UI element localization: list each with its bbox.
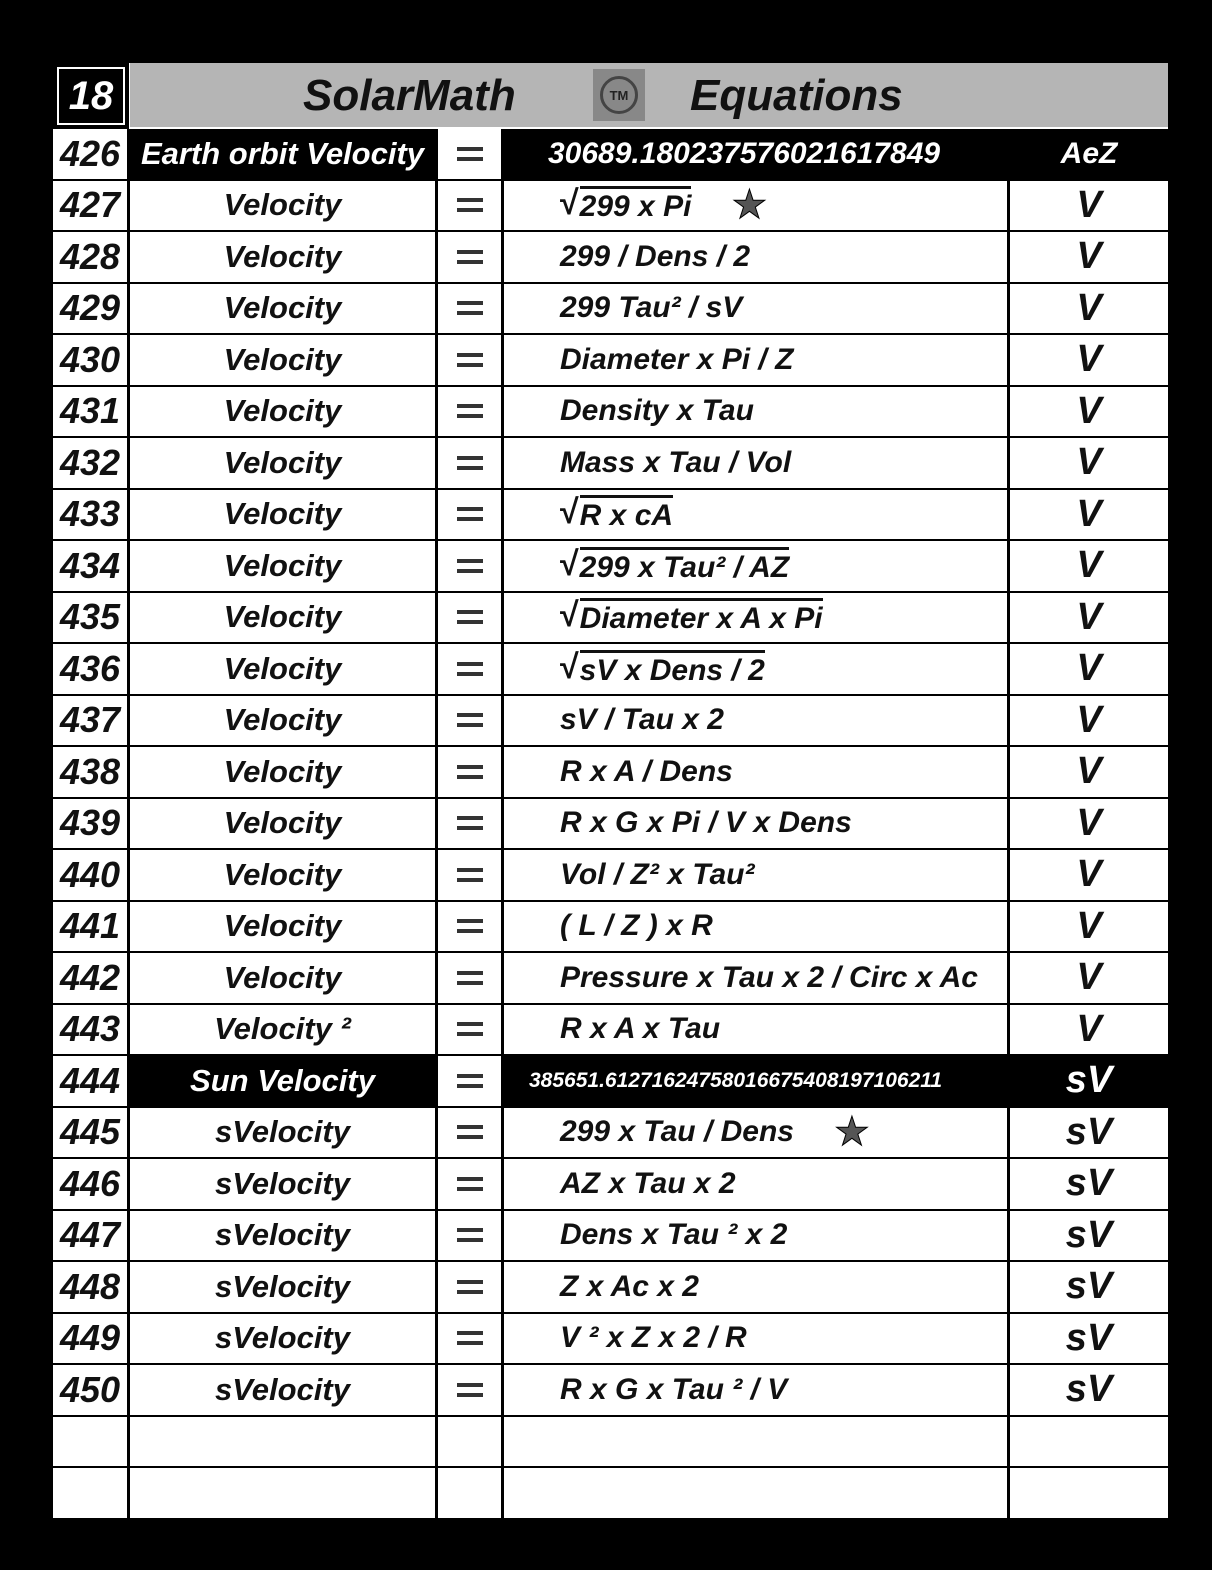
equation-number: 439 bbox=[53, 799, 130, 849]
equals-sign-icon bbox=[457, 1022, 483, 1036]
equals-cell bbox=[438, 799, 504, 849]
equals-cell bbox=[438, 1314, 504, 1364]
equation-name-text: Velocity bbox=[223, 908, 342, 944]
expression-text: 299 Tau² / sV bbox=[560, 291, 743, 325]
equation-unit: sV bbox=[1065, 1265, 1113, 1308]
equals-sign-icon bbox=[457, 198, 483, 212]
trademark-logo-text: TM bbox=[600, 76, 638, 114]
equation-name-text: Velocity bbox=[223, 753, 342, 789]
equation-name bbox=[130, 232, 438, 282]
equals-cell bbox=[438, 1056, 504, 1106]
equation-name-text: Velocity bbox=[223, 805, 342, 841]
equation-expression bbox=[504, 1108, 1010, 1158]
expression-text: Pressure x Tau x 2 / Circ x Ac bbox=[560, 960, 978, 994]
equation-unit: V bbox=[1076, 647, 1102, 690]
equation-name-text: Velocity bbox=[223, 547, 342, 583]
equation-unit: V bbox=[1076, 853, 1102, 896]
equation-name-text: Velocity bbox=[223, 187, 342, 223]
equation-unit: V bbox=[1076, 904, 1102, 947]
table-row bbox=[53, 1417, 1168, 1469]
equation-name-text: Velocity bbox=[223, 444, 342, 480]
square-root-expression bbox=[560, 544, 790, 585]
square-root-expression bbox=[560, 598, 823, 636]
equation-unit: V bbox=[1076, 595, 1102, 638]
equals-sign-icon bbox=[457, 610, 483, 624]
equation-number: 426 bbox=[53, 129, 130, 179]
equals-cell bbox=[438, 129, 504, 179]
table-row bbox=[53, 1262, 1168, 1314]
equation-unit: V bbox=[1076, 750, 1102, 793]
equation-unit: V bbox=[1076, 441, 1102, 484]
equation-number: 446 bbox=[53, 1159, 130, 1209]
equals-cell bbox=[438, 1005, 504, 1055]
equation-number: 443 bbox=[53, 1005, 130, 1055]
expression-text: R x A x Tau bbox=[560, 1012, 721, 1046]
equals-cell bbox=[438, 490, 504, 540]
equals-sign-icon bbox=[457, 1177, 483, 1191]
equation-unit: V bbox=[1076, 183, 1102, 226]
equation-unit: sV bbox=[1065, 1316, 1113, 1359]
expression-text: Density x Tau bbox=[560, 394, 754, 428]
equation-expression bbox=[504, 593, 1010, 643]
radicand: R x cA bbox=[580, 495, 673, 533]
radicand: 299 x Pi bbox=[580, 186, 692, 224]
equation-name bbox=[130, 335, 438, 385]
equation-name bbox=[130, 387, 438, 437]
table-row bbox=[53, 953, 1168, 1005]
equation-number: 433 bbox=[53, 490, 130, 540]
star-icon: ★ bbox=[731, 183, 768, 228]
equation-expression bbox=[504, 1262, 1010, 1312]
equals-cell bbox=[438, 850, 504, 900]
equation-number: 440 bbox=[53, 850, 130, 900]
equation-number bbox=[53, 1417, 130, 1467]
equals-sign-icon bbox=[457, 1383, 483, 1397]
equation-expression bbox=[504, 387, 1010, 437]
equation-name bbox=[130, 1108, 438, 1158]
equation-name bbox=[130, 1417, 438, 1467]
expression-text: Dens x Tau ² x 2 bbox=[560, 1218, 788, 1252]
equation-expression bbox=[504, 181, 1010, 231]
equation-unit: sV bbox=[1065, 1110, 1113, 1153]
equation-number: 431 bbox=[53, 387, 130, 437]
equation-name-text: Velocity bbox=[223, 650, 342, 686]
equals-sign-icon bbox=[457, 1228, 483, 1242]
equation-name-text: sVelocity bbox=[215, 1320, 350, 1356]
equation-number: 427 bbox=[53, 181, 130, 231]
equation-expression bbox=[504, 1005, 1010, 1055]
equation-name-text: Earth orbit Velocity bbox=[140, 135, 425, 171]
equation-unit bbox=[1010, 1468, 1168, 1518]
equals-sign-icon bbox=[457, 662, 483, 676]
equation-expression bbox=[504, 438, 1010, 488]
equation-number: 428 bbox=[53, 232, 130, 282]
equals-sign-icon bbox=[457, 559, 483, 573]
expression-text: 299 x Tau / Dens bbox=[560, 1115, 794, 1149]
equals-sign-icon bbox=[457, 1125, 483, 1139]
table-row bbox=[53, 335, 1168, 387]
equation-name-text: sVelocity bbox=[215, 1217, 350, 1253]
table-row bbox=[53, 181, 1168, 233]
equation-sheet bbox=[53, 63, 1168, 1519]
equation-expression bbox=[504, 747, 1010, 797]
equation-unit: V bbox=[1076, 801, 1102, 844]
equation-name-text: Velocity bbox=[223, 341, 342, 377]
equals-cell bbox=[438, 335, 504, 385]
equation-expression bbox=[504, 1211, 1010, 1261]
equation-expression bbox=[504, 1056, 1010, 1106]
table-row bbox=[53, 1468, 1168, 1520]
table-row bbox=[53, 387, 1168, 439]
equation-name bbox=[130, 284, 438, 334]
equation-name-text: Velocity bbox=[223, 702, 342, 738]
equals-cell bbox=[438, 902, 504, 952]
expression-text: Diameter x Pi / Z bbox=[560, 342, 794, 376]
equals-sign-icon bbox=[457, 868, 483, 882]
equation-number: 435 bbox=[53, 593, 130, 643]
expression-text: R x A / Dens bbox=[560, 754, 733, 788]
equals-cell bbox=[438, 541, 504, 591]
equation-unit: V bbox=[1076, 544, 1102, 587]
equation-unit: sV bbox=[1065, 1213, 1113, 1256]
equation-name bbox=[130, 1211, 438, 1261]
radical-sign-icon: √ bbox=[560, 647, 579, 686]
equation-expression bbox=[504, 129, 1010, 179]
equation-name-text: sVelocity bbox=[215, 1165, 350, 1201]
table-row bbox=[53, 799, 1168, 851]
equation-name bbox=[130, 953, 438, 1003]
table-row bbox=[53, 438, 1168, 490]
equation-name-text: Sun Velocity bbox=[190, 1062, 375, 1098]
equation-name bbox=[130, 644, 438, 694]
expression-text: V ² x Z x 2 / R bbox=[560, 1321, 747, 1355]
equation-name bbox=[130, 799, 438, 849]
equals-sign-icon bbox=[457, 919, 483, 933]
equals-cell bbox=[438, 644, 504, 694]
equation-number: 429 bbox=[53, 284, 130, 334]
equals-sign-icon bbox=[457, 301, 483, 315]
equals-cell bbox=[438, 284, 504, 334]
equation-number: 445 bbox=[53, 1108, 130, 1158]
equation-expression bbox=[504, 1417, 1010, 1467]
equation-unit: sV bbox=[1010, 1056, 1168, 1106]
table-row bbox=[53, 284, 1168, 336]
equation-unit bbox=[1010, 1417, 1168, 1467]
equals-cell bbox=[438, 181, 504, 231]
equation-expression bbox=[504, 1365, 1010, 1415]
expression-text: Mass x Tau / Vol bbox=[560, 445, 792, 479]
equation-name-text: Velocity bbox=[223, 599, 342, 635]
equation-number bbox=[53, 1468, 130, 1518]
equation-unit: sV bbox=[1065, 1368, 1113, 1411]
equation-unit: V bbox=[1076, 956, 1102, 999]
equation-expression bbox=[504, 335, 1010, 385]
equals-sign-icon bbox=[457, 353, 483, 367]
equation-name-text: Velocity bbox=[223, 393, 342, 429]
equation-number: 437 bbox=[53, 696, 130, 746]
table-row bbox=[53, 1005, 1168, 1057]
equation-number: 447 bbox=[53, 1211, 130, 1261]
expression-text: R x G x Pi / V x Dens bbox=[560, 806, 852, 840]
radical-sign-icon: √ bbox=[560, 544, 579, 583]
equation-unit: sV bbox=[1065, 1162, 1113, 1205]
equation-name-text: Velocity bbox=[223, 856, 342, 892]
table-row bbox=[53, 747, 1168, 799]
equation-name bbox=[130, 438, 438, 488]
equals-cell bbox=[438, 1417, 504, 1467]
title-band bbox=[130, 63, 1168, 127]
table-row bbox=[53, 1159, 1168, 1211]
trademark-logo-icon bbox=[593, 69, 645, 121]
equation-expression bbox=[504, 644, 1010, 694]
equation-name-text: Velocity bbox=[223, 959, 342, 995]
title-bar bbox=[53, 63, 1168, 129]
table-row bbox=[53, 1314, 1168, 1366]
equals-sign-icon bbox=[457, 1074, 483, 1088]
equation-name-text: Velocity bbox=[223, 496, 342, 532]
equation-expression bbox=[504, 1159, 1010, 1209]
table-row bbox=[53, 850, 1168, 902]
equation-expression bbox=[504, 1314, 1010, 1364]
equation-number: 430 bbox=[53, 335, 130, 385]
equation-number: 432 bbox=[53, 438, 130, 488]
equation-name bbox=[130, 1005, 438, 1055]
radical-sign-icon: √ bbox=[560, 596, 579, 635]
equals-cell bbox=[438, 1108, 504, 1158]
equals-sign-icon bbox=[457, 713, 483, 727]
page-number: 18 bbox=[53, 63, 129, 129]
equation-unit: V bbox=[1076, 492, 1102, 535]
equation-name bbox=[130, 850, 438, 900]
table-row bbox=[53, 696, 1168, 748]
table-row bbox=[53, 644, 1168, 696]
table-row bbox=[53, 232, 1168, 284]
equation-name bbox=[130, 1262, 438, 1312]
equals-cell bbox=[438, 232, 504, 282]
table-row bbox=[53, 1365, 1168, 1417]
equation-unit: V bbox=[1076, 1007, 1102, 1050]
equation-expression bbox=[504, 541, 1010, 591]
equation-unit: V bbox=[1076, 286, 1102, 329]
expression-text: R x G x Tau ² / V bbox=[560, 1372, 788, 1406]
expression-text: 30689.180237576021617849 bbox=[548, 136, 941, 170]
equals-sign-icon bbox=[457, 971, 483, 985]
star-icon: ★ bbox=[834, 1110, 870, 1155]
equation-unit: V bbox=[1076, 698, 1102, 741]
radicand: Diameter x A x Pi bbox=[580, 598, 823, 636]
equation-name bbox=[130, 129, 438, 179]
equation-unit: V bbox=[1076, 338, 1102, 381]
equals-cell bbox=[438, 387, 504, 437]
equation-number: 442 bbox=[53, 953, 130, 1003]
equation-name bbox=[130, 696, 438, 746]
equation-name bbox=[130, 747, 438, 797]
equation-name bbox=[130, 1365, 438, 1415]
equation-expression bbox=[504, 232, 1010, 282]
equals-sign-icon bbox=[457, 456, 483, 470]
equation-expression bbox=[504, 696, 1010, 746]
equals-cell bbox=[438, 1365, 504, 1415]
equation-number: 434 bbox=[53, 541, 130, 591]
equals-cell bbox=[438, 953, 504, 1003]
equation-name-text: sVelocity bbox=[215, 1268, 350, 1304]
equals-sign-icon bbox=[457, 1331, 483, 1345]
equation-expression bbox=[504, 490, 1010, 540]
equation-number: 441 bbox=[53, 902, 130, 952]
square-root-expression bbox=[560, 495, 673, 533]
equals-cell bbox=[438, 1262, 504, 1312]
radical-sign-icon: √ bbox=[560, 184, 579, 223]
equals-sign-icon bbox=[457, 765, 483, 779]
table-row bbox=[53, 490, 1168, 542]
equals-cell bbox=[438, 1468, 504, 1518]
equation-number: 450 bbox=[53, 1365, 130, 1415]
title-equations: Equations bbox=[690, 71, 903, 120]
equation-number: 438 bbox=[53, 747, 130, 797]
equation-unit: V bbox=[1076, 389, 1102, 432]
expression-text: ( L / Z ) x R bbox=[560, 909, 713, 943]
equals-sign-icon bbox=[457, 816, 483, 830]
equation-table bbox=[53, 129, 1168, 1520]
equation-expression bbox=[504, 284, 1010, 334]
square-root-expression bbox=[560, 647, 765, 688]
radicand: 299 x Tau² / AZ bbox=[580, 547, 790, 585]
equation-name bbox=[130, 593, 438, 643]
table-row bbox=[53, 1211, 1168, 1263]
table-row bbox=[53, 129, 1168, 181]
expression-text: sV / Tau x 2 bbox=[560, 703, 724, 737]
equation-name-text: Velocity bbox=[223, 290, 342, 326]
equation-unit: V bbox=[1076, 235, 1102, 278]
equation-expression bbox=[504, 953, 1010, 1003]
equation-name-text: Velocity bbox=[223, 238, 342, 274]
expression-text: 385651.612716247580166754081971062​11 bbox=[529, 1068, 943, 1092]
title-solarmath: SolarMath bbox=[303, 71, 516, 120]
equation-expression bbox=[504, 799, 1010, 849]
expression-text: Vol / Z² x Tau² bbox=[560, 857, 755, 891]
equation-name-text: sVelocity bbox=[215, 1114, 350, 1150]
table-row bbox=[53, 541, 1168, 593]
equation-name-text: Velocity ² bbox=[214, 1011, 351, 1047]
equals-sign-icon bbox=[457, 147, 483, 161]
expression-text: Z x Ac x 2 bbox=[560, 1269, 699, 1303]
equation-name bbox=[130, 541, 438, 591]
equation-name bbox=[130, 1056, 438, 1106]
equals-cell bbox=[438, 696, 504, 746]
radicand: sV x Dens / 2 bbox=[580, 650, 765, 688]
equals-sign-icon bbox=[457, 1280, 483, 1294]
equation-name bbox=[130, 490, 438, 540]
equation-number: 444 bbox=[53, 1056, 130, 1106]
equation-name-text: sVelocity bbox=[215, 1371, 350, 1407]
equation-name bbox=[130, 902, 438, 952]
equation-name bbox=[130, 1468, 438, 1518]
equation-unit: AeZ bbox=[1010, 129, 1168, 179]
table-row bbox=[53, 1056, 1168, 1108]
equation-name bbox=[130, 1159, 438, 1209]
expression-text: AZ x Tau x 2 bbox=[560, 1166, 736, 1200]
equals-sign-icon bbox=[457, 250, 483, 264]
table-row bbox=[53, 902, 1168, 954]
equals-cell bbox=[438, 1211, 504, 1261]
equals-cell bbox=[438, 747, 504, 797]
radical-sign-icon: √ bbox=[560, 493, 579, 532]
equation-name bbox=[130, 1314, 438, 1364]
equation-number: 449 bbox=[53, 1314, 130, 1364]
equation-expression bbox=[504, 1468, 1010, 1518]
table-row bbox=[53, 593, 1168, 645]
equals-cell bbox=[438, 593, 504, 643]
equals-sign-icon bbox=[457, 404, 483, 418]
square-root-expression bbox=[560, 186, 691, 224]
equals-cell bbox=[438, 438, 504, 488]
equation-number: 436 bbox=[53, 644, 130, 694]
equals-cell bbox=[438, 1159, 504, 1209]
table-row bbox=[53, 1108, 1168, 1160]
equals-sign-icon bbox=[457, 507, 483, 521]
equation-expression bbox=[504, 850, 1010, 900]
expression-text: 299 / Dens / 2 bbox=[560, 239, 751, 273]
equation-expression bbox=[504, 902, 1010, 952]
equation-number: 448 bbox=[53, 1262, 130, 1312]
equation-name bbox=[130, 181, 438, 231]
